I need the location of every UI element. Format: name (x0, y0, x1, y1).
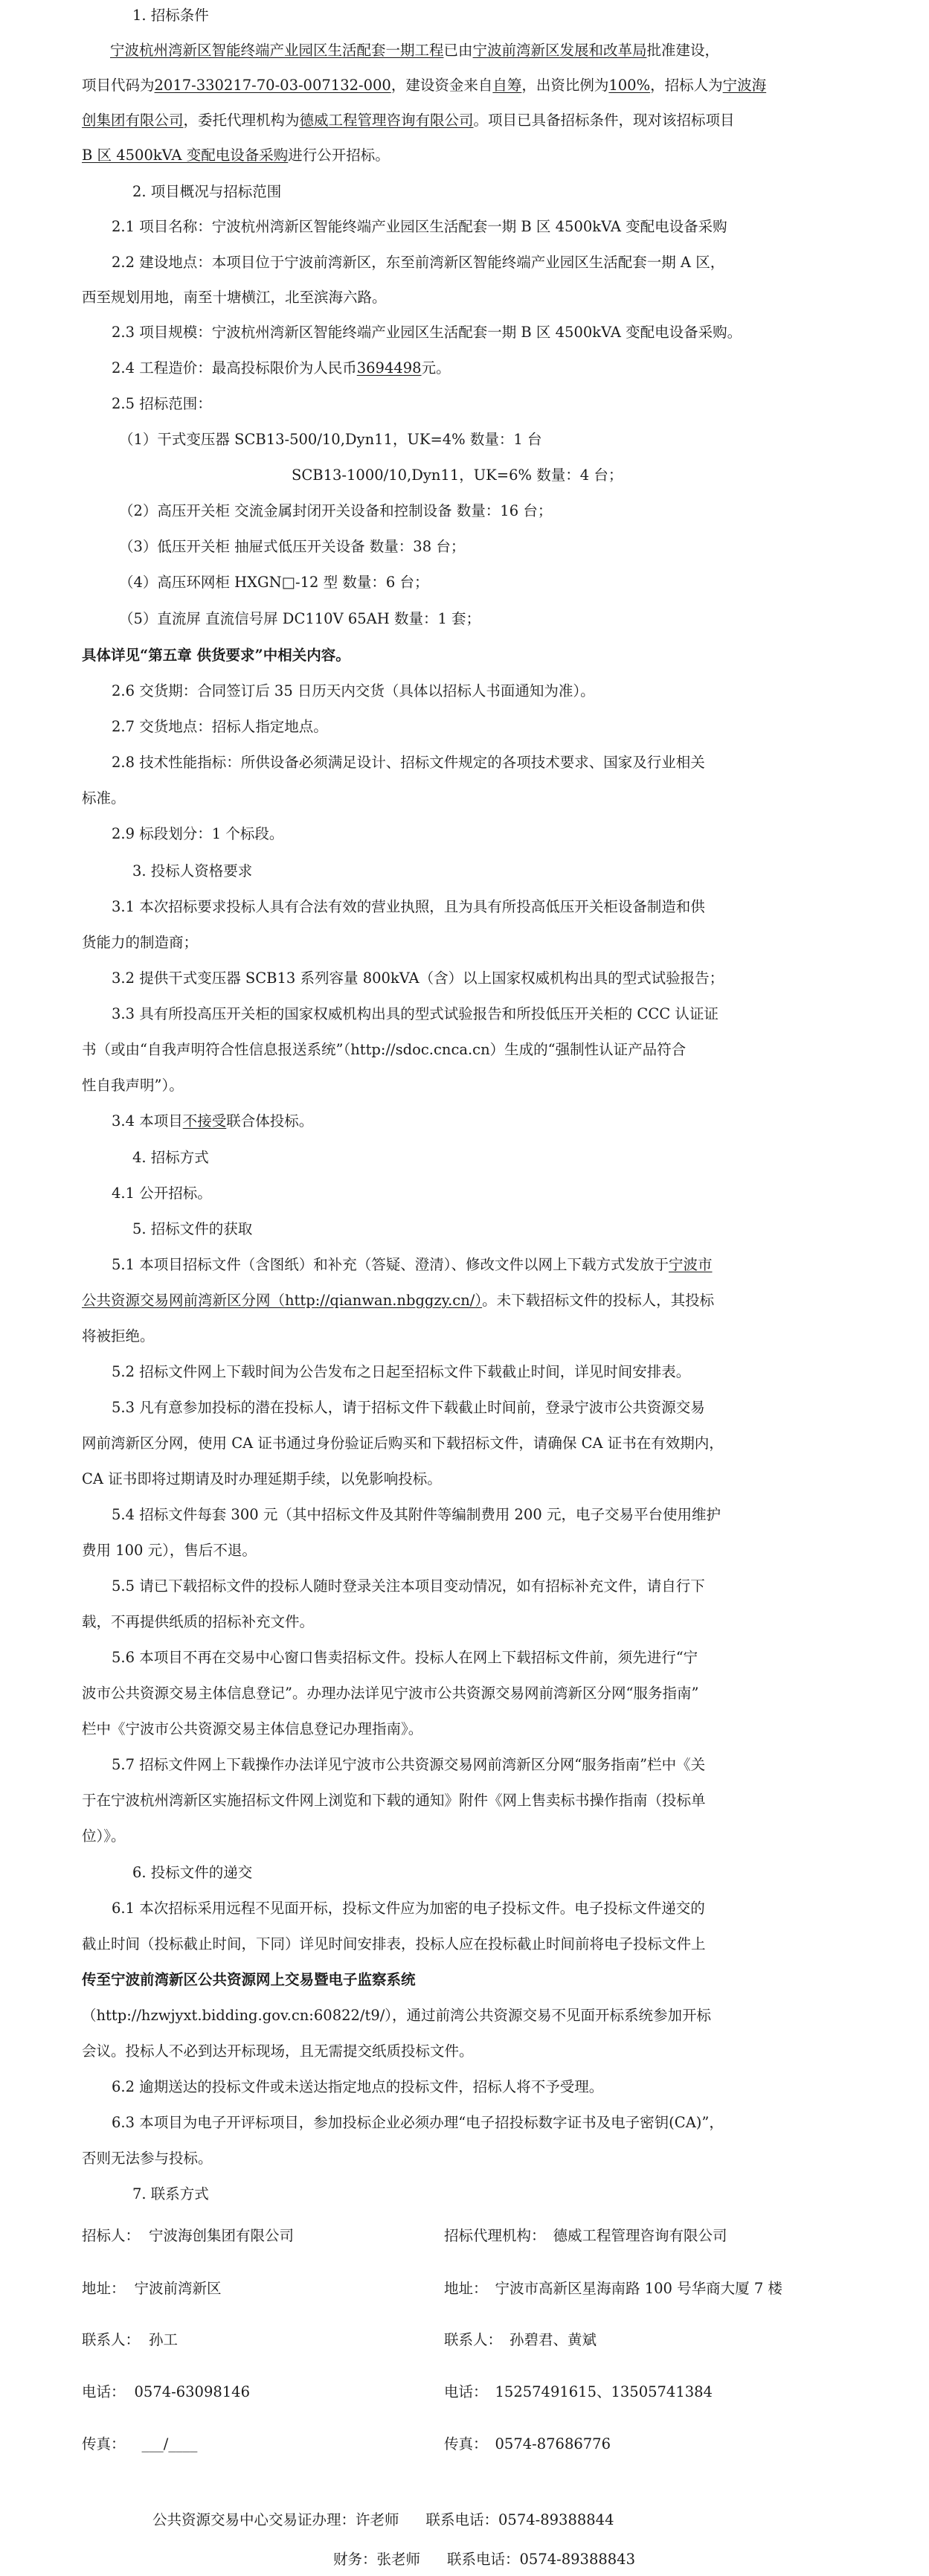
text: 2.4 工程造价：最高投标限价为人民币 (112, 359, 357, 377)
text: 已由 (443, 42, 473, 59)
s2-item-2-1: 2.1 项目名称：宁波杭州湾新区智能终端产业园区生活配套一期 B 区 4500kVA 变配电设备采购 (112, 218, 727, 235)
s5-item-5-2: 5.2 招标文件网上下载时间为公告发布之日起至招标文件下载截止时间，详见时间安排表。 (112, 1363, 691, 1380)
section-4-heading: 4. 招标方式 (132, 1149, 209, 1166)
s5-item-5-6-line-2: 波市公共资源交易主体信息登记”。办理办法详见宁波市公共资源交易网前湾新区分网“服务指南” (82, 1685, 699, 1702)
text: ，出资比例为 (521, 77, 609, 94)
section-7-heading: 7. 联系方式 (132, 2185, 209, 2202)
s5-item-5-1-line-3: 将被拒绝。 (82, 1327, 155, 1345)
finance-phone: 联系电话：0574-89388843 (447, 2551, 635, 2568)
text: ，招标人为 (650, 77, 723, 94)
tenderer-fax-row (82, 2433, 197, 2455)
agency-fax: 0574-87686776 (495, 2435, 611, 2452)
section-6-heading: 6. 投标文件的递交 (132, 1864, 253, 1881)
scope-item-3: （3）低压开关柜 抽屉式低压开关设备 数量：38 台； (119, 538, 466, 555)
text: 。未下载招标文件的投标人，其投标 (482, 1292, 715, 1309)
project-code: 2017-330217-70-03-007132-000 (154, 77, 391, 94)
fax-label: 传真： (82, 2435, 126, 2452)
text: 批准建设， (646, 42, 720, 59)
s2-item-2-7: 2.7 交货地点：招标人指定地点。 (112, 718, 328, 735)
s5-item-5-1-line-1 (112, 1254, 712, 1276)
tenderer-address-row (82, 2278, 222, 2300)
s2-item-2-5: 2.5 招标范围： (112, 395, 212, 412)
s6-item-6-1-line-3: 传至宁波前湾新区公共资源网上交易暨电子监察系统 (82, 1971, 416, 1988)
s5-item-5-7-line-2: 于在宁波杭州湾新区实施招标文件网上浏览和下载的通知》附件《网上售卖标书操作指南（投标单 (82, 1792, 706, 1809)
s3-item-3-2: 3.2 提供干式变压器 SCB13 系列容量 800kVA（含）以上国家权威机构出具的型式试验报告； (112, 970, 724, 987)
s6-item-6-3-line-1: 6.3 本项目为电子开评标项目，参加投标企业必须办理“电子招投标数字证书及电子密钥(CA)”， (112, 2114, 724, 2131)
funding-source: 自筹 (492, 77, 522, 94)
s6-item-6-3-line-2: 否则无法参与投标。 (82, 2150, 213, 2167)
s2-item-2-6: 2.6 交货期：合同签订后 35 日历天内交货（具体以招标人书面通知为准）。 (112, 682, 595, 699)
section-1-heading: 1. 招标条件 (132, 7, 209, 24)
text: 元。 (421, 359, 451, 377)
s2-item-2-2-line-1: 2.2 建设地点：本项目位于宁波前湾新区，东至前湾新区智能终端产业园区生活配套一期 A 区， (112, 254, 725, 271)
text: 5.1 本项目招标文件（含图纸）和补充（答疑、澄清）、修改文件以网上下载方式发放于 (112, 1256, 669, 1273)
s3-item-3-3-line-2: 书（或由“自我声明符合性信息报送系统”（http://sdoc.cnca.cn）生成的“强制性认证产品符合 (82, 1041, 687, 1058)
tenderer-contact-row (82, 2329, 178, 2351)
footer-line-2 (333, 2548, 635, 2571)
tenderer-phone: 0574-63098146 (134, 2383, 250, 2400)
s6-item-6-1-line-4: （http://hzwjyxt.bidding.gov.cn:60822/t9/），通过前湾公共资源交易不见面开标系统参加开标 (82, 2007, 712, 2024)
agency-contact: 孙碧君、黄斌 (509, 2331, 597, 2348)
s1-para-line-1 (82, 39, 719, 62)
download-site-link[interactable]: 公共资源交易网前湾新区分网（http://qianwan.nbggzy.cn/） (82, 1292, 483, 1309)
download-site-part1: 宁波市 (668, 1256, 713, 1273)
s5-item-5-6-line-3: 栏中《宁波市公共资源交易主体信息登记办理指南》。 (82, 1720, 423, 1737)
address-label: 地址： (444, 2280, 488, 2297)
s5-item-5-1-line-2 (82, 1289, 714, 1312)
trade-cert-phone: 联系电话：0574-89388844 (425, 2511, 614, 2528)
section-3-heading: 3. 投标人资格要求 (132, 862, 253, 880)
s3-item-3-1-line-2: 货能力的制造商； (82, 934, 199, 951)
approval-authority: 宁波前湾新区发展和改革局 (472, 42, 647, 59)
agency-name: 德威工程管理咨询有限公司 (299, 112, 474, 129)
agency-address: 宁波市高新区星海南路 100 号华商大厦 7 楼 (495, 2280, 782, 2297)
agency-address-row (444, 2278, 782, 2300)
agency-fax-row (444, 2433, 611, 2455)
s1-para-line-3 (82, 109, 735, 132)
s5-item-5-7-line-3: 位）》。 (82, 1827, 126, 1845)
footer-line-1 (152, 2509, 614, 2531)
phone-label: 电话： (444, 2383, 488, 2400)
scope-detail-note: 具体详见“第五章 供货要求”中相关内容。 (82, 647, 350, 664)
s5-item-5-5-line-1: 5.5 请已下载招标文件的投标人随时登录关注本项目变动情况，如有招标补充文件，请自行下 (112, 1577, 705, 1595)
s3-item-3-4 (112, 1110, 313, 1132)
s5-item-5-5-line-2: 载，不再提供纸质的招标补充文件。 (82, 1613, 315, 1630)
s5-item-5-3-line-2: 网前湾新区分网，使用 CA 证书通过身份验证后购买和下载招标文件，请确保 CA 证书在有效期内， (82, 1435, 724, 1452)
text: 联合体投标。 (226, 1112, 314, 1130)
section-2-heading: 2. 项目概况与招标范围 (132, 183, 282, 200)
s2-item-2-3: 2.3 项目规模：宁波杭州湾新区智能终端产业园区生活配套一期 B 区 4500kVA 变配电设备采购。 (112, 324, 742, 341)
s3-item-3-3-line-1: 3.3 具有所投高压开关柜的国家权威机构出具的型式试验报告和所投低压开关柜的 CCC 认证证 (112, 1005, 719, 1022)
s5-item-5-4-line-2: 费用 100 元），售后不退。 (82, 1542, 257, 1559)
scope-item-5: （5）直流屏 直流信号屏 DC110V 65AH 数量：1 套； (119, 610, 481, 627)
agency-contact-row (444, 2329, 597, 2351)
s5-item-5-3-line-1: 5.3 凡有意参加投标的潜在投标人，请于招标文件下载截止时间前，登录宁波市公共资源交易 (112, 1399, 705, 1416)
tenderer-phone-row (82, 2381, 250, 2403)
s1-para-line-2 (82, 74, 766, 97)
trade-cert-contact: 公共资源交易中心交易证办理：许老师 (152, 2511, 399, 2528)
s5-item-5-4-line-1: 5.4 招标文件每套 300 元（其中招标文件及其附件等编制费用 200 元，电子交易平台使用维护 (112, 1506, 721, 1523)
consortium-not-accepted: 不接受 (182, 1112, 227, 1130)
tenderer-value: 宁波海创集团有限公司 (149, 2227, 295, 2244)
tenderer-contact: 孙工 (149, 2331, 179, 2348)
s6-item-6-1-line-2: 截止时间（投标截止时间，下同）详见时间安排表，投标人应在投标截止时间前将电子投标文件上 (82, 1935, 706, 1952)
funding-ratio: 100% (608, 77, 651, 94)
agency-label: 招标代理机构： (444, 2227, 546, 2244)
s2-item-2-8-line-2: 标准。 (82, 789, 126, 807)
max-price: 3694498 (356, 359, 422, 377)
s2-item-2-4 (112, 357, 451, 379)
scope-item-4: （4）高压环网柜 HXGN□-12 型 数量：6 台； (119, 574, 429, 591)
s5-item-5-3-line-3: CA 证书即将过期请及时办理延期手续，以免影响投标。 (82, 1470, 442, 1487)
s1-para-line-4 (82, 144, 390, 167)
tenderer-fax: ___/____ (141, 2435, 198, 2452)
text: 项目代码为 (82, 77, 155, 94)
tenderer-address: 宁波前湾新区 (134, 2280, 222, 2297)
finance-contact: 财务：张老师 (333, 2551, 421, 2568)
phone-label: 电话： (82, 2383, 126, 2400)
s5-item-5-6-line-1: 5.6 本项目不再在交易中心窗口售卖招标文件。投标人在网上下载招标文件前，须先进行“宁 (112, 1649, 698, 1666)
tenderer-name-part1: 宁波海 (722, 77, 767, 94)
project-name: 宁波杭州湾新区智能终端产业园区生活配套一期工程 (110, 42, 444, 59)
s2-item-2-8-line-1: 2.8 技术性能指标：所供设备必须满足设计、招标文件规定的各项技术要求、国家及行业相关 (112, 754, 705, 771)
contact-label: 联系人： (82, 2331, 141, 2348)
s4-item-4-1: 4.1 公开招标。 (112, 1185, 212, 1202)
tenderer-row (82, 2225, 294, 2247)
text: ，建设资金来自 (390, 77, 493, 94)
scope-item-2: （2）高压开关柜 交流金属封闭开关设备和控制设备 数量：16 台； (119, 502, 553, 519)
text: 。项目已具备招标条件，现对该招标项目 (473, 112, 735, 129)
scope-item-1-cont: SCB13-1000/10,Dyn11，UK=6% 数量：4 台； (292, 467, 623, 484)
text: 进行公开招标。 (288, 147, 390, 164)
s2-item-2-2-line-2: 西至规划用地，南至十塘横江，北至滨海六路。 (82, 289, 387, 306)
s6-item-6-1-line-5: 会议。投标人不必到达开标现场，且无需提交纸质投标文件。 (82, 2042, 474, 2060)
text: ，委托代理机构为 (183, 112, 300, 129)
s2-item-2-9: 2.9 标段划分：1 个标段。 (112, 825, 284, 842)
contact-label: 联系人： (444, 2331, 503, 2348)
agency-row (444, 2225, 727, 2247)
s6-item-6-2: 6.2 逾期送达的投标文件或未送达指定地点的投标文件，招标人将不予受理。 (112, 2078, 604, 2095)
section-5-heading: 5. 招标文件的获取 (132, 1220, 253, 1237)
agency-phone: 15257491615、13505741384 (495, 2383, 713, 2400)
s3-item-3-1-line-1: 3.1 本次招标要求投标人具有合法有效的营业执照，且为具有所投高低压开关柜设备制造和供 (112, 898, 705, 915)
address-label: 地址： (82, 2280, 126, 2297)
s6-item-6-1-line-1: 6.1 本次招标采用远程不见面开标，投标文件应为加密的电子投标文件。电子投标文件递交的 (112, 1900, 705, 1917)
agency-phone-row (444, 2381, 713, 2403)
tenderer-label: 招标人： (82, 2227, 141, 2244)
text: 3.4 本项目 (112, 1112, 183, 1130)
s5-item-5-7-line-1: 5.7 招标文件网上下载操作办法详见宁波市公共资源交易网前湾新区分网“服务指南”栏中《关 (112, 1756, 706, 1773)
scope-item-1: （1）干式变压器 SCB13-500/10,Dyn11，UK=4% 数量：1 台 (119, 431, 542, 448)
tenderer-name-part2: 创集团有限公司 (82, 112, 184, 129)
s3-item-3-3-line-3: 性自我声明”）。 (82, 1077, 184, 1094)
procurement-title: B 区 4500kVA 变配电设备采购 (82, 147, 289, 164)
agency-value: 德威工程管理咨询有限公司 (553, 2227, 727, 2244)
fax-label: 传真： (444, 2435, 488, 2452)
